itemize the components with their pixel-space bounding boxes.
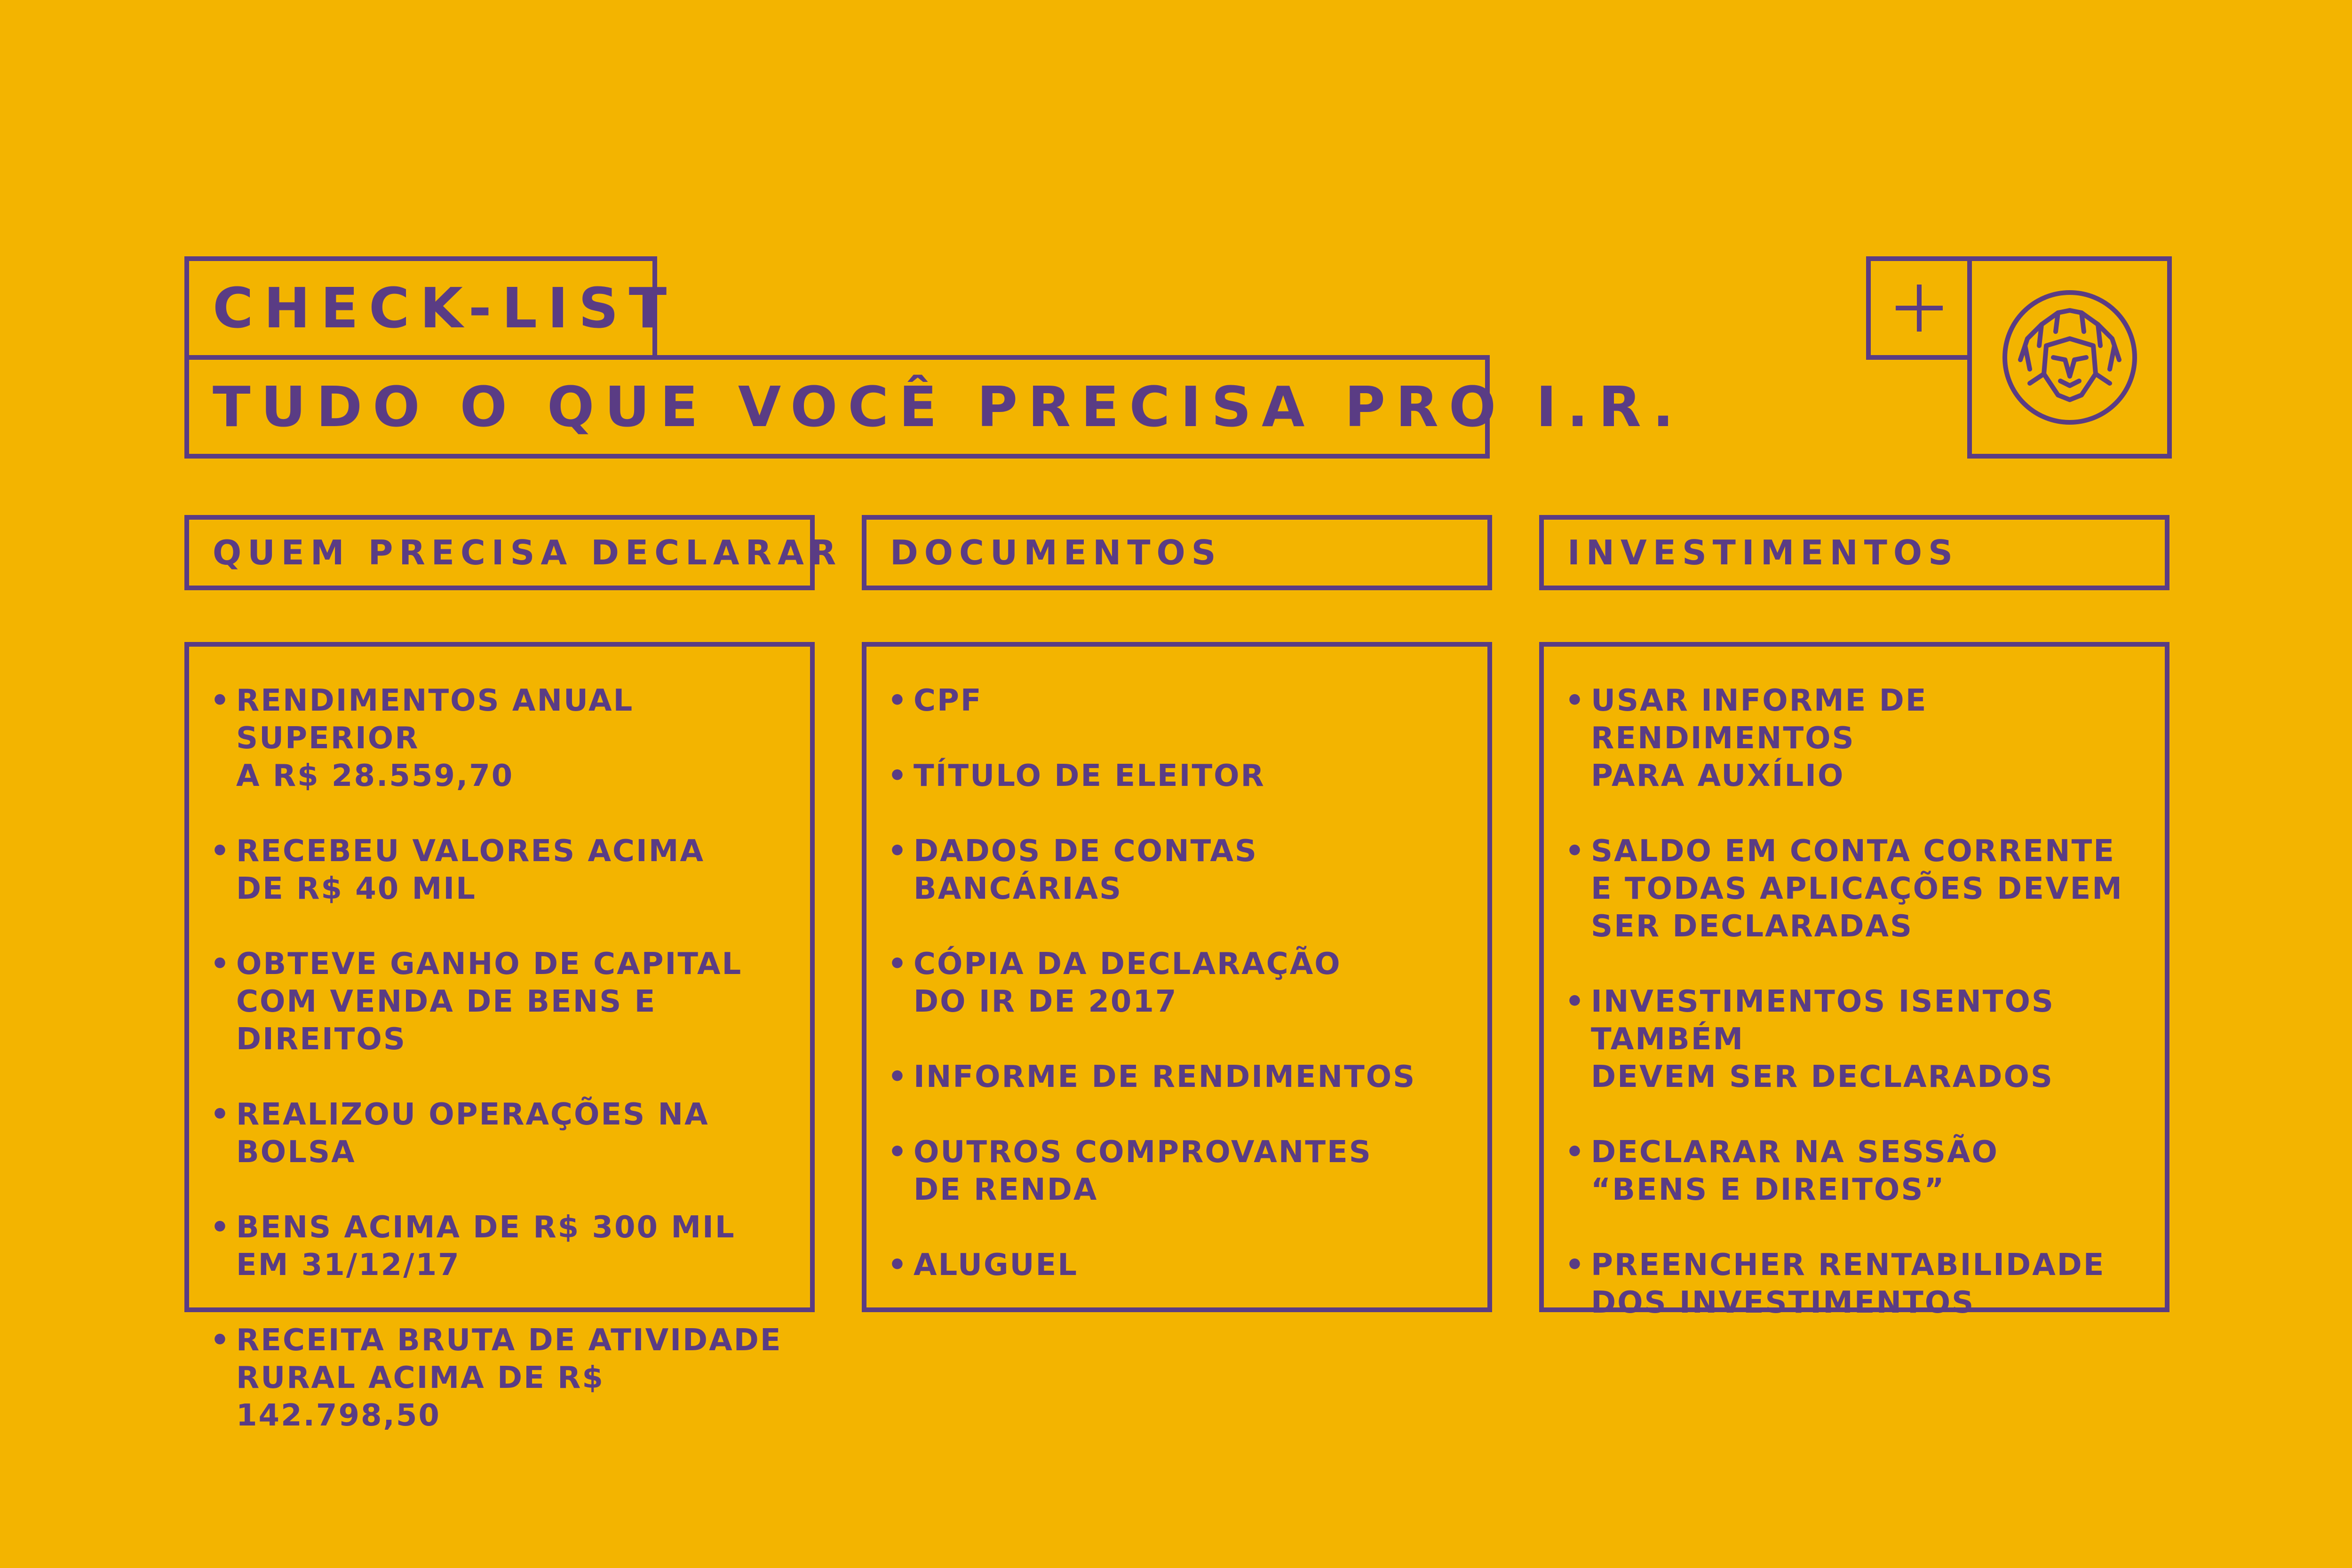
- list-item: • INVESTIMENTOS ISENTOS TAMBÉM DEVEM SER DECLARADOS: [1565, 983, 2146, 1096]
- list-item: • SALDO EM CONTA CORRENTE E TODAS APLICAÇÕES DEVEM SER DECLARADAS: [1565, 832, 2146, 945]
- list-item: • RENDIMENTOS ANUAL SUPERIOR A R$ 28.559,70: [210, 682, 791, 795]
- plus-icon: [1893, 282, 1945, 334]
- list-item: • RECEBEU VALORES ACIMA DE R$ 40 MIL: [210, 832, 791, 908]
- checklist-subtitle: [184, 355, 1684, 459]
- list-item: • PREENCHER RENTABILIDADE DOS INVESTIMENTOS: [1565, 1246, 2146, 1322]
- logo-box: [1967, 256, 2172, 459]
- list-item: • USAR INFORME DE RENDIMENTOS PARA AUXÍLIO: [1565, 682, 2146, 795]
- list-item: • CPF: [888, 682, 1469, 720]
- list-item: • DECLARAR NA SESSÃO “BENS E DIREITOS”: [1565, 1133, 2146, 1209]
- checklist: [888, 682, 1469, 1284]
- list-item: • INFORME DE RENDIMENTOS: [888, 1058, 1469, 1096]
- list-item: • BENS ACIMA DE R$ 300 MIL EM 31/12/17: [210, 1209, 791, 1284]
- plus-box: [1866, 256, 1972, 360]
- checklist: [1565, 682, 2146, 1322]
- column-heading-text: INVESTIMENTOS: [1567, 533, 1959, 572]
- checklist-title: [184, 256, 677, 360]
- checklist-title-text: CHECK-LIST: [213, 276, 677, 341]
- column-heading-quem-precisa-declarar: [184, 515, 842, 590]
- lion-logo-icon: [2002, 289, 2138, 426]
- list-item: • CÓPIA DA DECLARAÇÃO DO IR DE 2017: [888, 945, 1469, 1021]
- list-item: • DADOS DE CONTAS BANCÁRIAS: [888, 832, 1469, 908]
- column-heading-investimentos: [1539, 515, 2169, 590]
- column-body-investimentos: [1539, 642, 2169, 1320]
- checklist-subtitle-text: TUDO O QUE VOCÊ PRECISA PRO I.R.: [213, 374, 1684, 439]
- checklist: [210, 682, 791, 1434]
- column-heading-text: DOCUMENTOS: [890, 533, 1222, 572]
- column-body-quem-precisa-declarar: [184, 642, 815, 1433]
- column-heading-documentos: [862, 515, 1492, 590]
- list-item: • TÍTULO DE ELEITOR: [888, 757, 1469, 795]
- list-item: • REALIZOU OPERAÇÕES NA BOLSA: [210, 1096, 791, 1171]
- list-item: • OBTEVE GANHO DE CAPITAL COM VENDA DE BENS E DIREITOS: [210, 945, 791, 1058]
- list-item: • ALUGUEL: [888, 1246, 1469, 1284]
- list-item: • OUTROS COMPROVANTES DE RENDA: [888, 1133, 1469, 1209]
- column-heading-text: QUEM PRECISA DECLARAR: [213, 533, 842, 572]
- list-item: • RECEITA BRUTA DE ATIVIDADE RURAL ACIMA DE R$ 142.798,50: [210, 1322, 791, 1434]
- column-body-documentos: [862, 642, 1492, 1312]
